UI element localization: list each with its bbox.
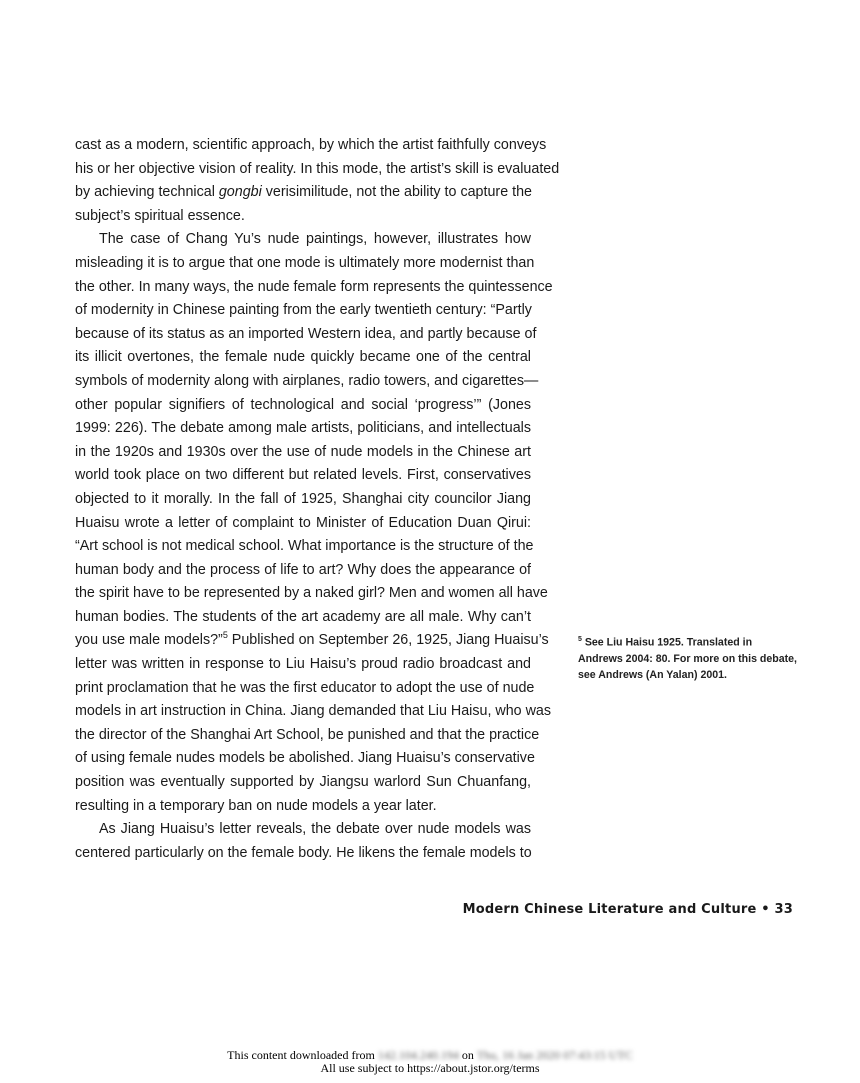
text-segment: other popular signifiers of technological and social ‘progress’” (Jones bbox=[75, 396, 531, 413]
text-segment: The case of Chang Yu’s nude paintings, however, illustrates how bbox=[99, 231, 531, 248]
footnote-ref: 5 bbox=[222, 630, 228, 641]
text-segment: the director of the Shanghai Art School, be punished and that the practice bbox=[75, 726, 540, 743]
text-segment: “Art school is not medical school. What importance is the structure of the bbox=[75, 538, 534, 555]
text-line bbox=[75, 181, 531, 205]
text-line bbox=[75, 818, 531, 842]
text-segment: Published on September 26, 1925, Jiang Huaisu’s bbox=[227, 632, 549, 649]
text-line bbox=[75, 276, 553, 300]
text-segment: 1999: 226). The debate among male artists, politicians, and intellectuals bbox=[75, 420, 531, 437]
text-line bbox=[75, 842, 531, 866]
text-segment: print proclamation that he was the first educator to adopt the use of nude bbox=[75, 679, 535, 696]
text-line bbox=[75, 559, 531, 583]
text-line bbox=[75, 228, 531, 252]
text-line bbox=[75, 771, 531, 795]
text-segment: centered particularly on the female body. He likens the female models to bbox=[75, 844, 532, 861]
text-segment: human bodies. The students of the art academy are all male. Why can’t bbox=[75, 608, 531, 625]
text-segment: its illicit overtones, the female nude quickly became one of the central bbox=[75, 349, 531, 366]
text-segment: resulting in a temporary ban on nude models a year later. bbox=[75, 797, 437, 814]
text-segment: verisimilitude, not the ability to capture the bbox=[261, 184, 532, 201]
footnote bbox=[578, 632, 798, 683]
running-footer: Modern Chinese Literature and Culture • 33 bbox=[462, 902, 793, 917]
text-segment: you use male models?” bbox=[75, 632, 223, 649]
text-segment: the spirit have to be represented by a naked girl? Men and women all have bbox=[75, 585, 548, 602]
text-line bbox=[75, 629, 549, 653]
text-segment: in the 1920s and 1930s over the use of nude models in the Chinese art bbox=[75, 443, 531, 460]
text-line bbox=[75, 299, 531, 323]
text-segment: objected to it morally. In the fall of 1925, Shanghai city councilor Jiang bbox=[75, 490, 531, 507]
footnote-text: See Liu Haisu 1925. Translated in Andrews 2004: 80. For more on this debate, see Andrews (An Yalan) 2001. bbox=[578, 636, 797, 681]
text-line bbox=[75, 795, 531, 819]
text-segment: position was eventually supported by Jiangsu warlord Sun Chuanfang, bbox=[75, 774, 531, 791]
text-line bbox=[75, 346, 531, 370]
text-line bbox=[75, 747, 535, 771]
text-line bbox=[75, 323, 537, 347]
text-segment: models in art instruction in China. Jiang demanded that Liu Haisu, who was bbox=[75, 703, 552, 720]
text-line bbox=[75, 417, 531, 441]
text-segment: world took place on two different but related levels. First, conservatives bbox=[75, 467, 531, 484]
text-line bbox=[75, 252, 535, 276]
text-segment: As Jiang Huaisu’s letter reveals, the debate over nude models was bbox=[99, 821, 531, 838]
on-word: on bbox=[461, 1048, 474, 1062]
text-line bbox=[75, 606, 531, 630]
redacted-date: Thu, 16 Jan 2020 07:43:15 UTC bbox=[476, 1048, 633, 1062]
download-prefix: This content downloaded from bbox=[227, 1048, 375, 1062]
text-segment: by achieving technical bbox=[75, 184, 219, 201]
footnote-marker: 5 bbox=[578, 636, 582, 643]
text-line bbox=[75, 582, 548, 606]
text-segment: Huaisu wrote a letter of complaint to Minister of Education Duan Qirui: bbox=[75, 514, 531, 531]
text-line bbox=[75, 134, 547, 158]
text-line bbox=[75, 653, 531, 677]
text-line bbox=[75, 394, 531, 418]
text-line bbox=[75, 370, 539, 394]
text-segment: the other. In many ways, the nude female form represents the quintessence bbox=[75, 278, 553, 295]
download-line bbox=[0, 1049, 860, 1062]
text-segment: human body and the process of life to art? Why does the appearance of bbox=[75, 561, 531, 578]
text-line bbox=[75, 512, 531, 536]
text-line bbox=[75, 724, 540, 748]
terms-line: All use subject to https://about.jstor.org/terms bbox=[320, 1061, 540, 1075]
text-line bbox=[75, 464, 531, 488]
text-line bbox=[75, 700, 552, 724]
text-line bbox=[75, 488, 531, 512]
text-line bbox=[75, 205, 531, 229]
text-line bbox=[75, 158, 560, 182]
body-text bbox=[75, 134, 560, 865]
text-segment: misleading it is to argue that one mode is ultimately more modernist than bbox=[75, 254, 535, 271]
redacted-ip: 142.104.240.194 bbox=[377, 1048, 459, 1062]
jstor-notice bbox=[0, 1049, 860, 1075]
text-segment: symbols of modernity along with airplanes, radio towers, and cigarettes— bbox=[75, 372, 539, 389]
text-segment: because of its status as an imported Western idea, and partly because of bbox=[75, 325, 537, 342]
text-segment: of modernity in Chinese painting from the early twentieth century: “Partly bbox=[75, 302, 532, 319]
text-segment: gongbi bbox=[218, 184, 262, 201]
text-segment: subject’s spiritual essence. bbox=[75, 207, 245, 224]
text-line bbox=[75, 441, 531, 465]
text-segment: letter was written in response to Liu Haisu’s proud radio broadcast and bbox=[75, 656, 531, 673]
text-segment: his or her objective vision of reality. In this mode, the artist’s skill is evaluated bbox=[75, 160, 560, 177]
text-line bbox=[75, 677, 535, 701]
text-line bbox=[75, 535, 534, 559]
text-segment: cast as a modern, scientific approach, by which the artist faithfully conveys bbox=[75, 137, 547, 153]
text-segment: of using female nudes models be abolished. Jiang Huaisu’s conservative bbox=[75, 750, 535, 767]
